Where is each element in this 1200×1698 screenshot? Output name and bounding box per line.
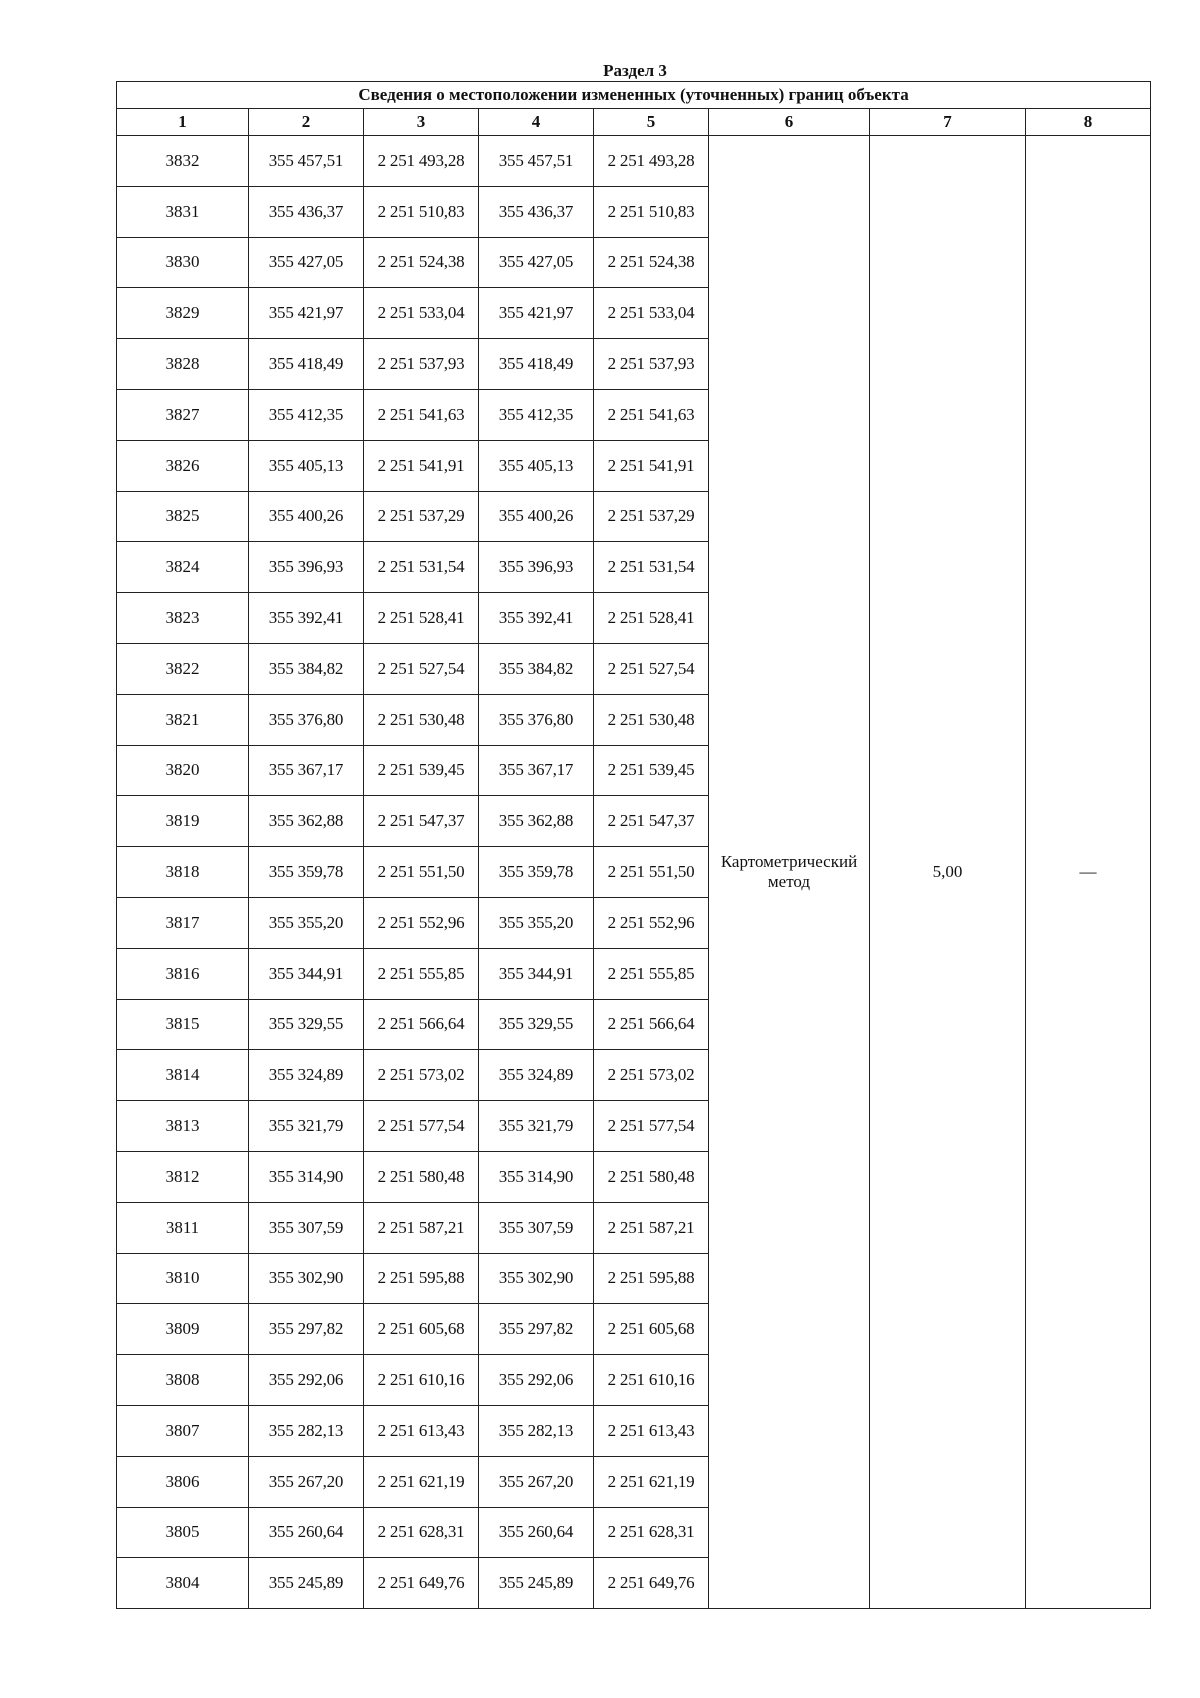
point-number-cell: 3821	[117, 694, 249, 745]
x-new-cell: 355 260,64	[479, 1507, 594, 1558]
boundary-coordinates-table	[116, 81, 1151, 1609]
y-new-cell: 2 251 628,31	[594, 1507, 709, 1558]
x-old-cell: 355 405,13	[249, 440, 364, 491]
y-old-cell: 2 251 555,85	[364, 948, 479, 999]
x-new-cell: 355 267,20	[479, 1456, 594, 1507]
x-new-cell: 355 412,35	[479, 389, 594, 440]
point-number-cell: 3807	[117, 1405, 249, 1456]
x-old-cell: 355 457,51	[249, 136, 364, 187]
y-new-cell: 2 251 587,21	[594, 1202, 709, 1253]
x-new-cell: 355 359,78	[479, 847, 594, 898]
y-new-cell: 2 251 566,64	[594, 999, 709, 1050]
column-number-header: 8	[1026, 109, 1151, 136]
y-new-cell: 2 251 530,48	[594, 694, 709, 745]
point-number-cell: 3809	[117, 1304, 249, 1355]
y-old-cell: 2 251 580,48	[364, 1151, 479, 1202]
y-old-cell: 2 251 527,54	[364, 643, 479, 694]
column-number-header: 6	[709, 109, 870, 136]
x-new-cell: 355 329,55	[479, 999, 594, 1050]
x-old-cell: 355 359,78	[249, 847, 364, 898]
y-old-cell: 2 251 577,54	[364, 1101, 479, 1152]
column-number-header: 7	[870, 109, 1026, 136]
y-new-cell: 2 251 580,48	[594, 1151, 709, 1202]
y-old-cell: 2 251 649,76	[364, 1558, 479, 1609]
x-old-cell: 355 384,82	[249, 643, 364, 694]
x-new-cell: 355 457,51	[479, 136, 594, 187]
x-new-cell: 355 307,59	[479, 1202, 594, 1253]
x-old-cell: 355 376,80	[249, 694, 364, 745]
x-new-cell: 355 344,91	[479, 948, 594, 999]
x-new-cell: 355 302,90	[479, 1253, 594, 1304]
x-old-cell: 355 412,35	[249, 389, 364, 440]
x-new-cell: 355 436,37	[479, 186, 594, 237]
y-new-cell: 2 251 577,54	[594, 1101, 709, 1152]
y-new-cell: 2 251 510,83	[594, 186, 709, 237]
y-new-cell: 2 251 573,02	[594, 1050, 709, 1101]
y-new-cell: 2 251 547,37	[594, 796, 709, 847]
y-new-cell: 2 251 531,54	[594, 542, 709, 593]
x-old-cell: 355 282,13	[249, 1405, 364, 1456]
x-old-cell: 355 267,20	[249, 1456, 364, 1507]
y-new-cell: 2 251 613,43	[594, 1405, 709, 1456]
y-old-cell: 2 251 610,16	[364, 1355, 479, 1406]
x-old-cell: 355 314,90	[249, 1151, 364, 1202]
y-new-cell: 2 251 552,96	[594, 897, 709, 948]
x-old-cell: 355 324,89	[249, 1050, 364, 1101]
y-new-cell: 2 251 539,45	[594, 745, 709, 796]
y-old-cell: 2 251 528,41	[364, 593, 479, 644]
y-old-cell: 2 251 605,68	[364, 1304, 479, 1355]
point-number-cell: 3813	[117, 1101, 249, 1152]
x-old-cell: 355 427,05	[249, 237, 364, 288]
y-old-cell: 2 251 530,48	[364, 694, 479, 745]
x-old-cell: 355 292,06	[249, 1355, 364, 1406]
y-old-cell: 2 251 537,93	[364, 339, 479, 390]
x-new-cell: 355 384,82	[479, 643, 594, 694]
x-new-cell: 355 355,20	[479, 897, 594, 948]
y-old-cell: 2 251 524,38	[364, 237, 479, 288]
point-number-cell: 3830	[117, 237, 249, 288]
y-old-cell: 2 251 551,50	[364, 847, 479, 898]
column-number-header: 5	[594, 109, 709, 136]
x-old-cell: 355 355,20	[249, 897, 364, 948]
x-new-cell: 355 297,82	[479, 1304, 594, 1355]
column-number-header: 1	[117, 109, 249, 136]
point-number-cell: 3825	[117, 491, 249, 542]
y-new-cell: 2 251 541,91	[594, 440, 709, 491]
x-new-cell: 355 282,13	[479, 1405, 594, 1456]
column-number-header: 2	[249, 109, 364, 136]
point-number-cell: 3806	[117, 1456, 249, 1507]
method-cell: Картометрический метод	[709, 136, 870, 1609]
point-number-cell: 3828	[117, 339, 249, 390]
y-old-cell: 2 251 493,28	[364, 136, 479, 187]
note-cell: —	[1026, 136, 1151, 1609]
y-old-cell: 2 251 628,31	[364, 1507, 479, 1558]
y-new-cell: 2 251 649,76	[594, 1558, 709, 1609]
point-number-cell: 3829	[117, 288, 249, 339]
point-number-cell: 3817	[117, 897, 249, 948]
x-new-cell: 355 427,05	[479, 237, 594, 288]
x-old-cell: 355 436,37	[249, 186, 364, 237]
x-new-cell: 355 245,89	[479, 1558, 594, 1609]
x-old-cell: 355 392,41	[249, 593, 364, 644]
x-old-cell: 355 344,91	[249, 948, 364, 999]
x-old-cell: 355 396,93	[249, 542, 364, 593]
x-new-cell: 355 314,90	[479, 1151, 594, 1202]
y-new-cell: 2 251 533,04	[594, 288, 709, 339]
x-new-cell: 355 405,13	[479, 440, 594, 491]
x-new-cell: 355 376,80	[479, 694, 594, 745]
x-old-cell: 355 421,97	[249, 288, 364, 339]
table-caption: Сведения о местоположении измененных (уточненных) границ объекта	[117, 82, 1151, 109]
x-new-cell: 355 421,97	[479, 288, 594, 339]
y-old-cell: 2 251 541,63	[364, 389, 479, 440]
y-old-cell: 2 251 595,88	[364, 1253, 479, 1304]
y-new-cell: 2 251 528,41	[594, 593, 709, 644]
x-new-cell: 355 418,49	[479, 339, 594, 390]
x-old-cell: 355 245,89	[249, 1558, 364, 1609]
point-number-cell: 3831	[117, 186, 249, 237]
point-number-cell: 3822	[117, 643, 249, 694]
x-old-cell: 355 302,90	[249, 1253, 364, 1304]
section-title: Раздел 3	[603, 61, 667, 80]
y-old-cell: 2 251 531,54	[364, 542, 479, 593]
point-number-cell: 3819	[117, 796, 249, 847]
y-old-cell: 2 251 587,21	[364, 1202, 479, 1253]
y-old-cell: 2 251 533,04	[364, 288, 479, 339]
y-old-cell: 2 251 566,64	[364, 999, 479, 1050]
point-number-cell: 3816	[117, 948, 249, 999]
x-old-cell: 355 362,88	[249, 796, 364, 847]
y-new-cell: 2 251 537,29	[594, 491, 709, 542]
y-new-cell: 2 251 605,68	[594, 1304, 709, 1355]
point-number-cell: 3826	[117, 440, 249, 491]
y-old-cell: 2 251 621,19	[364, 1456, 479, 1507]
y-new-cell: 2 251 555,85	[594, 948, 709, 999]
point-number-cell: 3827	[117, 389, 249, 440]
y-old-cell: 2 251 552,96	[364, 897, 479, 948]
x-new-cell: 355 392,41	[479, 593, 594, 644]
x-new-cell: 355 367,17	[479, 745, 594, 796]
x-old-cell: 355 367,17	[249, 745, 364, 796]
y-old-cell: 2 251 541,91	[364, 440, 479, 491]
y-new-cell: 2 251 610,16	[594, 1355, 709, 1406]
x-new-cell: 355 324,89	[479, 1050, 594, 1101]
x-new-cell: 355 396,93	[479, 542, 594, 593]
column-number-header: 3	[364, 109, 479, 136]
point-number-cell: 3814	[117, 1050, 249, 1101]
y-old-cell: 2 251 537,29	[364, 491, 479, 542]
y-new-cell: 2 251 524,38	[594, 237, 709, 288]
accuracy-cell: 5,00	[870, 136, 1026, 1609]
x-old-cell: 355 321,79	[249, 1101, 364, 1152]
point-number-cell: 3805	[117, 1507, 249, 1558]
y-new-cell: 2 251 541,63	[594, 389, 709, 440]
column-number-row	[117, 109, 1151, 136]
x-new-cell: 355 292,06	[479, 1355, 594, 1406]
y-new-cell: 2 251 527,54	[594, 643, 709, 694]
x-new-cell: 355 400,26	[479, 491, 594, 542]
x-old-cell: 355 260,64	[249, 1507, 364, 1558]
y-new-cell: 2 251 493,28	[594, 136, 709, 187]
x-new-cell: 355 362,88	[479, 796, 594, 847]
y-old-cell: 2 251 510,83	[364, 186, 479, 237]
point-number-cell: 3810	[117, 1253, 249, 1304]
point-number-cell: 3824	[117, 542, 249, 593]
point-number-cell: 3823	[117, 593, 249, 644]
point-number-cell: 3818	[117, 847, 249, 898]
y-old-cell: 2 251 547,37	[364, 796, 479, 847]
x-old-cell: 355 307,59	[249, 1202, 364, 1253]
point-number-cell: 3811	[117, 1202, 249, 1253]
point-number-cell: 3832	[117, 136, 249, 187]
point-number-cell: 3808	[117, 1355, 249, 1406]
x-old-cell: 355 418,49	[249, 339, 364, 390]
point-number-cell: 3804	[117, 1558, 249, 1609]
y-old-cell: 2 251 573,02	[364, 1050, 479, 1101]
y-old-cell: 2 251 613,43	[364, 1405, 479, 1456]
point-number-cell: 3815	[117, 999, 249, 1050]
y-new-cell: 2 251 621,19	[594, 1456, 709, 1507]
y-new-cell: 2 251 537,93	[594, 339, 709, 390]
x-old-cell: 355 297,82	[249, 1304, 364, 1355]
y-new-cell: 2 251 595,88	[594, 1253, 709, 1304]
x-old-cell: 355 400,26	[249, 491, 364, 542]
y-old-cell: 2 251 539,45	[364, 745, 479, 796]
column-number-header: 4	[479, 109, 594, 136]
point-number-cell: 3820	[117, 745, 249, 796]
x-old-cell: 355 329,55	[249, 999, 364, 1050]
table-row	[117, 136, 1151, 187]
x-new-cell: 355 321,79	[479, 1101, 594, 1152]
y-new-cell: 2 251 551,50	[594, 847, 709, 898]
table-body	[117, 136, 1151, 1609]
point-number-cell: 3812	[117, 1151, 249, 1202]
